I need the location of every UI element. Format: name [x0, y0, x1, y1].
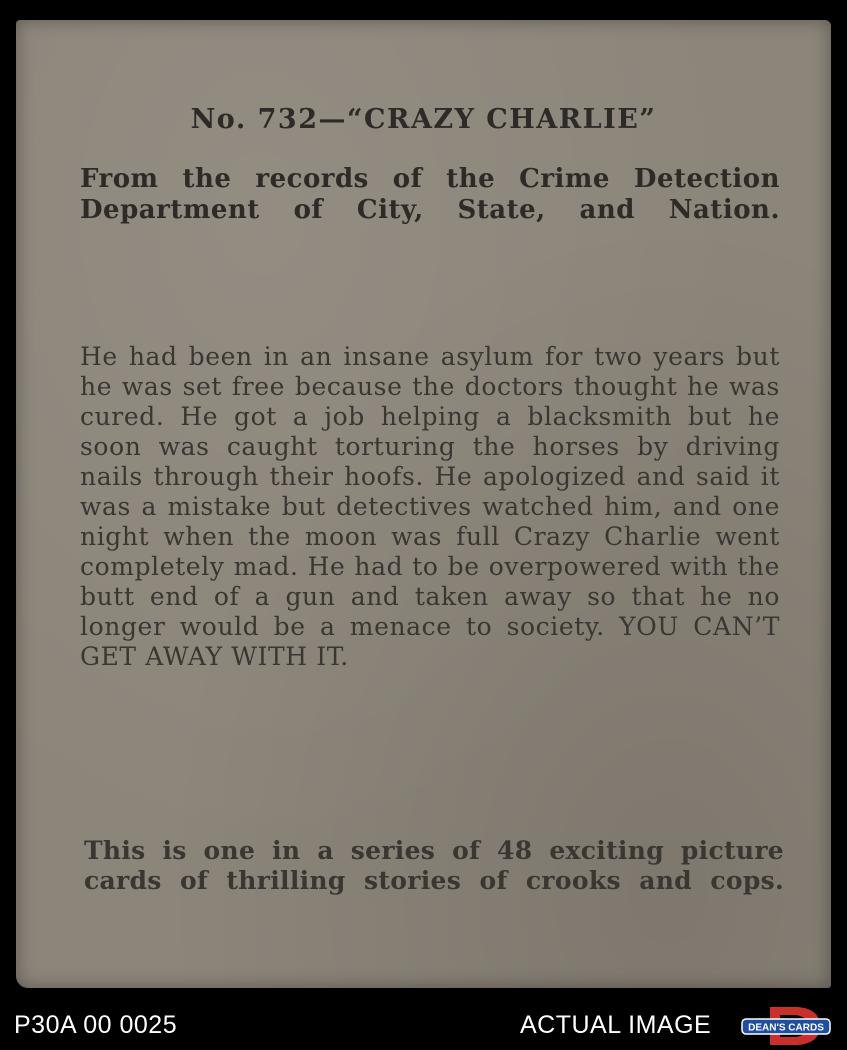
logo-text: DEAN'S CARDS: [748, 1022, 824, 1034]
series-text: This is one in a series of 48 exciting picture cards of thrilling stories of crooks and cops.: [84, 836, 784, 895]
card-back: [16, 20, 831, 988]
dean-s-cards-logo: [740, 1005, 832, 1047]
actual-image-label: ACTUAL IMAGE: [520, 1011, 712, 1039]
story-text: He had been in an insane asylum for two years but he was set free because the doctors thought he was cured. He got a job helping a blacksmith but he soon was caught torturing the horses by driving nails through their hoofs. He apologized and said it was a mistake but detectives watched him, and one night when the moon was full Crazy Charlie went completely mad. He had to be overpowered with the butt end of a gun and taken away so that he no longer would be a menace to society. YOU CAN’T GET AWAY WITH IT.: [80, 342, 780, 671]
source-text: From the records of the Crime Detection Department of City, State, and Nation.: [80, 164, 780, 225]
catalog-id: P30A 00 0025: [14, 1011, 178, 1039]
card-title: No. 732—“CRAZY CHARLIE”: [190, 104, 657, 135]
